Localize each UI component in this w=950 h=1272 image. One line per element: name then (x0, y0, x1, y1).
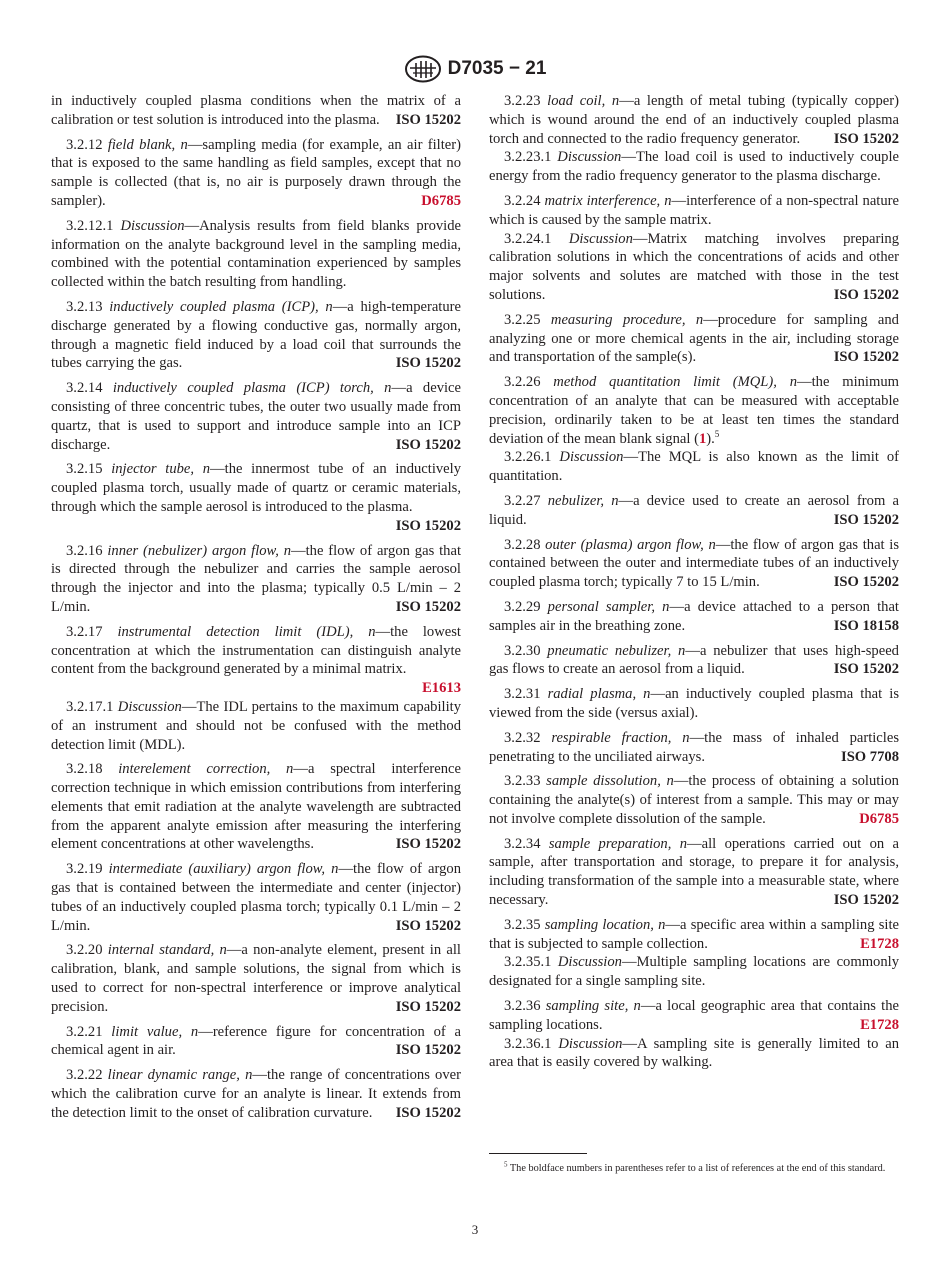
definition-3-2-29: 3.2.29 personal sampler, n—a device attached to a person that samples air in the breathing zone. ISO 18158 (489, 598, 899, 634)
definition-3-2-18: 3.2.18 interelement correction, n—a spectral interference correction technique in which emission contributions from interfering elements that emit radiation at the analyte wavelength are subtracted from the apparent analyte emission after measuring the interfering element concentrations at other wavelengths. ISO 15202 (51, 761, 461, 853)
discussion-3-2-23-1: 3.2.23.1 Discussion—The load coil is used to inductively couple energy from the radio frequency generator to the plasma discharge. (489, 149, 899, 185)
definition-3-2-12: 3.2.12 field blank, n—sampling media (for example, an air filter) that is exposed to the same handling as field samples, except that no sample is collected (that is, no air is purposely drawn through the sampler). D6785 (51, 136, 461, 209)
page-number: 3 (471, 1222, 479, 1237)
standard-designation: D7035 − 21 (447, 58, 547, 79)
definition-paragraph: in inductively coupled plasma conditions when the matrix of a calibration or test solution is introduced into the plasma. ISO 15202 (51, 93, 461, 128)
definition-3-2-27: 3.2.27 nebulizer, n—a device used to create an aerosol from a liquid. ISO 15202 (489, 492, 899, 528)
definition-3-2-14: 3.2.14 inductively coupled plasma (ICP) torch, n—a device consisting of three concentric tubes, the outer two usually made from quartz, that is used to support and introduce sample into an ICP discharge. ISO 15202 (51, 380, 461, 453)
definition-3-2-34: 3.2.34 sample preparation, n—all operations carried out on a sample, after transportation and storage, to prepare it for analysis, including transformation of the sample into a measurable state, where necessary. ISO 15202 (489, 835, 899, 909)
discussion-3-2-17-1: 3.2.17.1 Discussion—The IDL pertains to the maximum capability of an instrument and should not be confused with the method detection limit (MDL). (51, 698, 461, 753)
discussion-3-2-36-1: 3.2.36.1 Discussion—A sampling site is generally limited to an area that is easily covered by walking. (489, 1035, 900, 1071)
definition-3-2-23: 3.2.23 load coil, n—a length of metal tubing (typically copper) which is wound around the end of an inductively coupled plasma torch and connected to the radio frequency generator. ISO 15202 (489, 93, 900, 147)
definition-3-2-28: 3.2.28 outer (plasma) argon flow, n—the flow of argon gas that is contained between the outer and intermediate tubes of an inductively coupled plasma torch; typically 7 to 15 L/min. ISO 15202 (489, 536, 899, 591)
reference-link[interactable]: D6785 (421, 192, 461, 209)
definition-3-2-36: 3.2.36 sampling site, n—a local geographic area that contains the sampling locations. E1728 (489, 998, 900, 1033)
definition-3-2-15: 3.2.15 injector tube, n—the innermost tube of an inductively coupled plasma torch, usually made of quartz or ceramic materials, through which the sample aerosol is introduced to the plasma. ISO 15202 (51, 461, 462, 534)
footnote: $^5$ The boldface numbers in parentheses refer to a list of references at the end of this standard. (504, 1160, 886, 1174)
definition-3-2-19: 3.2.19 intermediate (auxiliary) argon flow, n—the flow of argon gas that is contained between the intermediate and center (injector) tubes of an inductively coupled plasma torch; typically 0.1 L/min – 2 L/min. ISO 15202 (51, 861, 461, 934)
reference-link[interactable]: E1728 (860, 1016, 899, 1033)
discussion-3-2-24-1: 3.2.24.1 Discussion—Matrix matching involves preparing calibration solutions in which the concentrations of acids and other major solvents and solutes are matched with those in the test solutions. ISO 15202 (489, 230, 899, 303)
reference-link[interactable]: E1613 (422, 680, 461, 697)
definition-3-2-33: 3.2.33 sample dissolution, n—the process of obtaining a solution containing the analyte(s) of interest from a sample. This may or may not involve complete dissolution of the sample. D6785 (489, 773, 899, 827)
definition-3-2-17: 3.2.17 instrumental detection limit (IDL), n—the lowest concentration at which the instrumentation can distinguish analyte content from the background generated by a minimal matrix. E1613 (51, 623, 461, 697)
definition-3-2-21: 3.2.21 limit value, n—reference figure for concentration of a chemical agent in air. ISO 15202 (51, 1023, 462, 1059)
footnote-divider (489, 1153, 587, 1154)
definition-3-2-31: 3.2.31 radial plasma, n—an inductively coupled plasma that is viewed from the side (versus axial). (489, 686, 899, 721)
definition-3-2-30: 3.2.30 pneumatic nebulizer, n—a nebulizer that uses high-speed gas flows to create an aerosol from a liquid. ISO 15202 (489, 642, 899, 678)
discussion-3-2-26-1: 3.2.26.1 Discussion—The MQL is also known as the limit of quantitation. (489, 449, 899, 485)
discussion-3-2-35-1: 3.2.35.1 Discussion—Multiple sampling locations are commonly designated for a single sampling site. (489, 954, 900, 990)
definition-3-2-26: 3.2.26 method quantitation limit (MQL), n—the minimum concentration of an analyte that can be measured with acceptable precision, ordinarily taken to be at least ten times the standard deviation of the mean blank signal (1).$^5$ (489, 374, 899, 447)
definition-3-2-25: 3.2.25 measuring procedure, n—procedure for sampling and analyzing one or more chemical agents in the air, including storage and transportation of the sample(s). ISO 15202 (489, 311, 899, 366)
reference-link[interactable]: E1728 (860, 935, 899, 952)
definition-3-2-16: 3.2.16 inner (nebulizer) argon flow, n—the flow of argon gas that is directed through the nebulizer and carries the sample aerosol through the injector and into the plasma; typically 0.5 L/min – 2 L/min. ISO 15202 (51, 542, 461, 615)
discussion-3-2-12-1: 3.2.12.1 Discussion—Analysis results from field blanks provide information on the analyte background level in the sampling media, combined with the potential contamination experienced by samples collected within the batch resulting from handling. (51, 217, 462, 291)
page-header (0, 54, 950, 84)
definition-3-2-22: 3.2.22 linear dynamic range, n—the range of concentrations over which the calibration curve for an analyte is linear. It extends from the detection limit to the onset of calibration curvature. ISO 15202 (51, 1067, 461, 1121)
footnote-mark: 5 (714, 428, 720, 439)
definition-3-2-13: 3.2.13 inductively coupled plasma (ICP), n—a high-temperature discharge generated by a flowing conductive gas, normally argon, through a magnetic field induced by a load coil that surrounds the tubes carrying the gas. ISO 15202 (51, 298, 461, 372)
definition-3-2-35: 3.2.35 sampling location, n—a specific area within a sampling site that is subjected to sample collection. E1728 (489, 916, 899, 952)
definition-3-2-24: 3.2.24 matrix interference, n—interference of a non-spectral nature which is caused by the sample matrix. (489, 192, 899, 228)
reference-number-link[interactable]: 1 (698, 430, 707, 447)
reference-link[interactable]: D6785 (859, 810, 899, 827)
astm-logo-icon (404, 55, 442, 83)
definition-3-2-20: 3.2.20 internal standard, n—a non-analyte element, present in all calibration, blank, and sample solutions, the signal from which is used to correct for non-spectral interference or improve analytical precision. ISO 15202 (51, 942, 461, 1015)
right-column (489, 92, 899, 1078)
definition-3-2-32: 3.2.32 respirable fraction, n—the mass of inhaled particles penetrating to the unciliated airways. ISO 7708 (489, 729, 899, 765)
left-column (51, 92, 461, 1129)
